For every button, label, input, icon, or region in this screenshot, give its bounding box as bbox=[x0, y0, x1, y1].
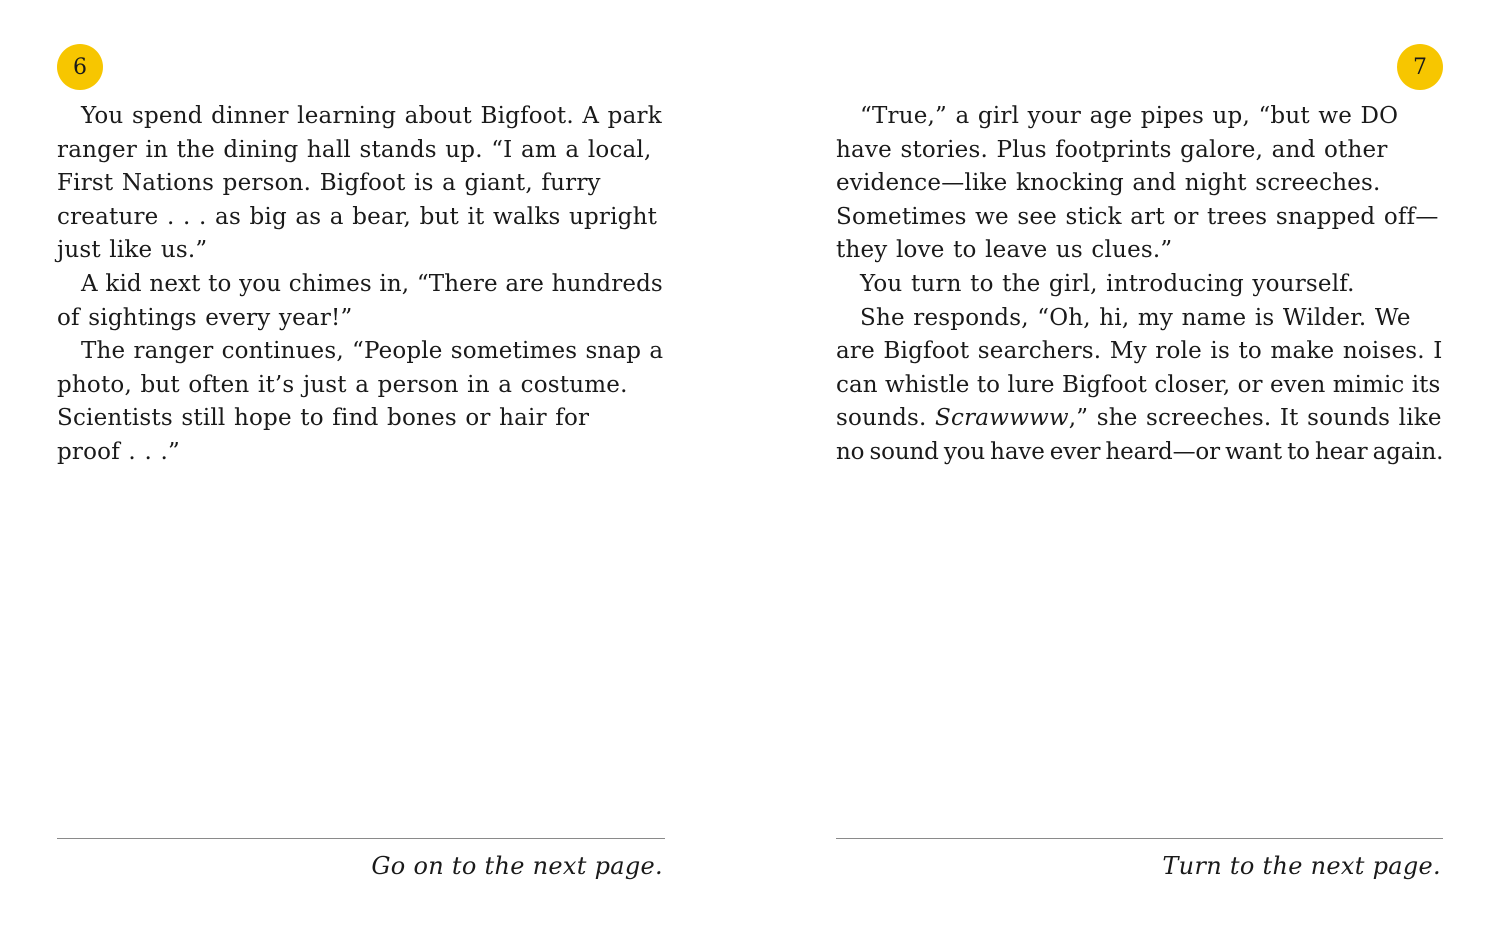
text-line: no sound you have ever heard—or want to hear again. bbox=[836, 438, 1444, 465]
text-line: ranger in the dining hall stands up. “I am a local, bbox=[57, 136, 652, 163]
text-line: You spend dinner learning about Bigfoot. A park bbox=[81, 103, 662, 129]
text-line: of sightings every year!” bbox=[57, 304, 353, 331]
text-line: photo, but often it’s just a person in a costume. bbox=[57, 371, 628, 398]
text-line: are Bigfoot searchers. My role is to make noises. I bbox=[836, 338, 1443, 365]
right-page-text bbox=[836, 100, 1443, 470]
text-line: have stories. Plus footprints galore, and other bbox=[836, 136, 1388, 163]
text-line: evidence—like knocking and night screeches. bbox=[836, 170, 1381, 197]
text-line: “True,” a girl your age pipes up, “but we DO bbox=[860, 103, 1399, 129]
page-number-badge: 7 bbox=[1397, 44, 1443, 90]
text-line-sounds bbox=[836, 402, 1443, 436]
text-line: Scientists still hope to find bones or hair for bbox=[57, 405, 590, 432]
text-line: A kid next to you chimes in, “There are hundreds bbox=[81, 270, 663, 297]
left-page bbox=[57, 0, 665, 948]
footer-instruction: Turn to the next page. bbox=[1162, 852, 1441, 880]
right-page bbox=[836, 0, 1443, 948]
text-line: The ranger continues, “People sometimes snap a bbox=[81, 338, 664, 365]
page-number-badge: 6 bbox=[57, 44, 103, 90]
text-line: proof . . .” bbox=[57, 438, 180, 465]
text-line: creature . . . as big as a bear, but it walks upright bbox=[57, 203, 658, 230]
footer-divider bbox=[836, 838, 1443, 839]
text-line: they love to leave us clues.” bbox=[836, 237, 1173, 264]
text-line: just like us.” bbox=[57, 237, 208, 264]
text-fragment: ,” she screeches. It sounds like bbox=[1068, 405, 1442, 432]
text-line: First Nations person. Bigfoot is a giant, furry bbox=[57, 170, 601, 197]
footer-instruction: Go on to the next page. bbox=[371, 852, 663, 880]
left-page-text bbox=[57, 100, 665, 470]
italic-sound-word: Scrawwww bbox=[935, 405, 1069, 432]
text-line: Sometimes we see stick art or trees snapped off— bbox=[836, 203, 1439, 230]
footer-divider bbox=[57, 838, 665, 839]
text-line: You turn to the girl, introducing yourself. bbox=[860, 270, 1355, 297]
text-line: She responds, “Oh, hi, my name is Wilder. We bbox=[860, 304, 1411, 331]
text-fragment: sounds. bbox=[836, 405, 936, 432]
text-line: can whistle to lure Bigfoot closer, or even mimic its bbox=[836, 371, 1441, 398]
